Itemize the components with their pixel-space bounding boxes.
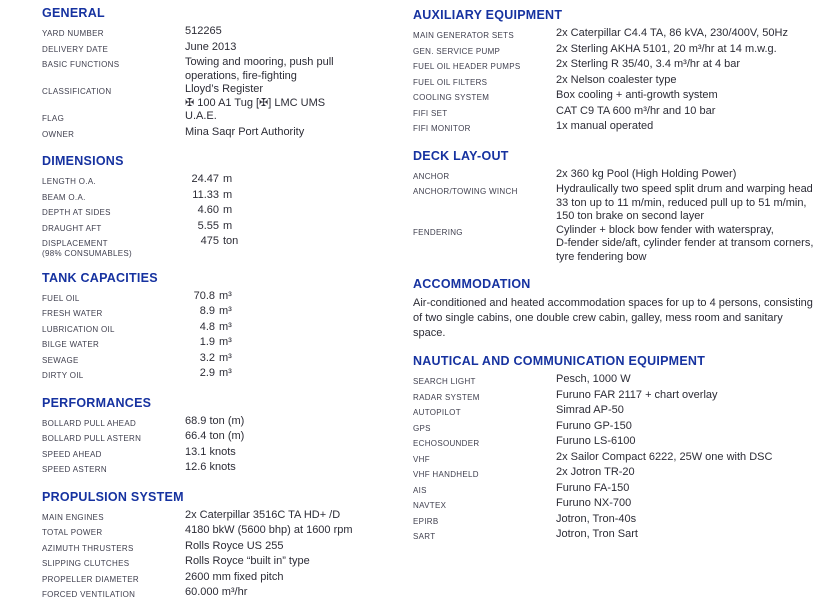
value-unit: m: [223, 173, 233, 185]
spec-label-block: [413, 74, 556, 90]
spec-value-line: [185, 290, 408, 304]
spec-row: [42, 571, 408, 587]
value-unit: m³: [219, 367, 232, 379]
spec-value: [185, 25, 408, 39]
spec-row: [413, 43, 829, 59]
section-nautical-and-communication-equipment: [413, 354, 829, 544]
spec-label: BOLLARD PULL AHEAD: [42, 418, 137, 428]
section-tank-capacities: [42, 271, 408, 383]
spec-label-block: [42, 586, 185, 602]
spec-row: [413, 224, 829, 265]
spec-row: [42, 555, 408, 571]
spec-row: [42, 56, 408, 83]
spec-value-line: Towing and mooring, push pull: [185, 56, 334, 68]
spec-value: [185, 56, 408, 83]
spec-label: SEWAGE: [42, 355, 79, 365]
spec-value: [185, 189, 408, 203]
spec-value-line: 2x Nelson coalester type: [556, 73, 677, 86]
spec-value: [185, 461, 408, 475]
right-column: [413, 8, 829, 557]
spec-label-block: [42, 56, 185, 72]
value-unit: m³: [219, 305, 232, 317]
spec-row: [413, 74, 829, 90]
spec-label-block: [42, 430, 185, 446]
spec-value: [185, 586, 408, 600]
spec-row: [42, 524, 408, 540]
spec-label: SPEED ASTERN: [42, 465, 107, 474]
spec-value: [556, 89, 829, 103]
spec-label-block: [413, 27, 556, 43]
spec-value: [185, 430, 408, 444]
section-title: NAUTICAL AND COMMUNICATION EQUIPMENT: [413, 354, 706, 368]
spec-row: [42, 290, 408, 306]
spec-value-line: ✠ 100 A1 Tug [✠] LMC UMS: [185, 96, 326, 109]
spec-value: [556, 482, 829, 496]
spec-label-block: [413, 466, 556, 482]
spec-label-block: [413, 105, 556, 121]
spec-value-line: Rolls Royce US 255: [185, 539, 284, 552]
spec-row: [413, 105, 829, 121]
value-number: 70.8: [193, 289, 215, 302]
spec-label: AUTOPILOT: [413, 408, 461, 417]
spec-label: PROPELLER DIAMETER: [42, 574, 139, 584]
spec-label-block: [42, 189, 185, 205]
spec-label-block: [42, 509, 185, 525]
spec-label: LENGTH O.A.: [42, 177, 96, 186]
spec-label: OWNER: [42, 129, 75, 139]
spec-row: [42, 204, 408, 220]
spec-label-block: [413, 528, 556, 544]
spec-value-line: 4180 bkW (5600 bhp) at 1600 rpm: [185, 524, 353, 536]
spec-row: [413, 58, 829, 74]
spec-value-line: tyre fendering bow: [556, 250, 647, 263]
spec-value: [185, 540, 408, 554]
section-title: GENERAL: [42, 6, 105, 20]
spec-value-line: [185, 173, 408, 187]
spec-label-block: [413, 451, 556, 467]
spec-label-block: [413, 435, 556, 451]
spec-label-block: [42, 41, 185, 57]
spec-row: [42, 430, 408, 446]
spec-row: [42, 321, 408, 337]
value-unit: m³: [219, 336, 232, 348]
spec-value: [185, 126, 408, 140]
spec-value-line: Jotron, Tron-40s: [556, 512, 637, 525]
spec-label: BOLLARD PULL ASTERN: [42, 434, 142, 443]
spec-value-line: Box cooling + anti-growth system: [556, 89, 718, 101]
spec-value: [556, 224, 829, 265]
spec-label-block: [42, 555, 185, 571]
spec-row: [413, 420, 829, 436]
spec-row: [42, 110, 408, 126]
spec-value: [556, 513, 829, 527]
spec-label: FIFI SET: [413, 108, 448, 118]
spec-value: [556, 497, 829, 511]
spec-label: MAIN ENGINES: [42, 512, 104, 522]
spec-value-line: Lloyd’s Register: [185, 83, 264, 95]
spec-label-block: [413, 58, 556, 74]
spec-row: [413, 404, 829, 420]
spec-row: [413, 466, 829, 482]
section-title: TANK CAPACITIES: [42, 270, 158, 285]
spec-value-line: U.A.E.: [185, 110, 217, 122]
spec-value-line: Furuno FAR 2117 + chart overlay: [556, 388, 718, 401]
spec-value: [556, 58, 829, 72]
spec-label: FUEL OIL HEADER PUMPS: [413, 62, 521, 71]
spec-row: [42, 220, 408, 236]
spec-value: [185, 321, 408, 335]
spec-label-block: [413, 120, 556, 136]
spec-value-line: 33 ton up to 11 m/min, reduced pull up to 51 m/min,: [556, 196, 807, 209]
spec-label: AZIMUTH THRUSTERS: [42, 543, 134, 553]
spec-value-line: [185, 336, 408, 350]
spec-value-line: 1x manual operated: [556, 120, 654, 132]
spec-label-block: [413, 420, 556, 436]
spec-value: [556, 183, 829, 224]
spec-label-block: [42, 352, 185, 368]
spec-label: LUBRICATION OIL: [42, 324, 115, 334]
spec-row: [42, 586, 408, 602]
spec-label-block: [42, 367, 185, 383]
spec-value: [556, 451, 829, 465]
spec-row: [42, 367, 408, 383]
spec-row: [413, 183, 829, 224]
spec-row: [42, 189, 408, 205]
spec-value: [185, 83, 408, 110]
spec-value-line: 512265: [185, 25, 222, 37]
spec-row: [413, 497, 829, 513]
spec-label-block: [42, 321, 185, 337]
spec-value-line: Mina Saqr Port Authority: [185, 125, 305, 138]
spec-label: FUEL OIL FILTERS: [413, 77, 488, 87]
spec-value-line: 66.4 ton (m): [185, 430, 245, 442]
spec-sublabel: (98% CONSUMABLES): [42, 248, 133, 258]
spec-value-line: [185, 189, 408, 203]
spec-label-block: [42, 336, 185, 352]
spec-value: [556, 466, 829, 480]
spec-label-block: [413, 43, 556, 59]
spec-row: [42, 352, 408, 368]
spec-label: COOLING SYSTEM: [413, 93, 490, 102]
spec-value: [185, 220, 408, 234]
section-general: [42, 6, 408, 141]
spec-label-block: [42, 290, 185, 306]
spec-row: [42, 235, 408, 258]
spec-row: [42, 509, 408, 525]
spec-label: GEN. SERVICE PUMP: [413, 46, 501, 56]
spec-value-line: 13.1 knots: [185, 445, 236, 458]
value-unit: m³: [219, 289, 232, 302]
spec-row: [42, 83, 408, 110]
value-number: 8.9: [199, 305, 215, 317]
spec-row: [413, 373, 829, 389]
spec-label: VHF HANDHELD: [413, 470, 479, 479]
value-number: 11.33: [192, 188, 219, 201]
spec-label-block: [42, 173, 185, 189]
spec-label-block: [42, 126, 185, 142]
spec-label: MAIN GENERATOR SETS: [413, 31, 514, 40]
spec-label: DIRTY OIL: [42, 371, 84, 380]
value-number: 4.60: [197, 204, 219, 216]
value-number: 2.9: [199, 367, 215, 379]
spec-label: DELIVERY DATE: [42, 44, 109, 54]
spec-value: [556, 528, 829, 542]
section-performances: [42, 396, 408, 477]
spec-label-block: [413, 183, 556, 199]
spec-label-block: [42, 571, 185, 587]
spec-label: CLASSIFICATION: [42, 87, 112, 96]
value-number: 3.2: [199, 351, 215, 364]
spec-label-block: [413, 224, 556, 240]
spec-row: [42, 41, 408, 57]
spec-label: ANCHOR/TOWING WINCH: [413, 187, 518, 196]
spec-label: EPIRB: [413, 516, 439, 526]
section-paragraph: Air-conditioned and heated accommodation spaces for up to 4 persons, consisting of two single cabins, one double crew cabin, galley, mess room and sanitary space.: [413, 297, 813, 339]
value-unit: m: [223, 188, 233, 201]
spec-value-line: Pesch, 1000 W: [556, 373, 631, 385]
spec-label: ANCHOR: [413, 171, 450, 181]
value-unit: m³: [219, 320, 232, 333]
section-title: PERFORMANCES: [42, 395, 152, 410]
spec-value-line: [185, 204, 408, 218]
spec-row: [413, 27, 829, 43]
spec-value-line: CAT C9 TA 600 m³/hr and 10 bar: [556, 104, 716, 117]
spec-value: [556, 43, 829, 57]
spec-value: [185, 204, 408, 218]
spec-value-line: 2x Caterpillar 3516C TA HD+ /D: [185, 508, 341, 521]
spec-row: [413, 120, 829, 136]
spec-value-line: Furuno LS-6100: [556, 435, 636, 447]
spec-value-line: Furuno NX-700: [556, 497, 632, 509]
spec-value: [556, 168, 829, 182]
spec-value-line: 2x Caterpillar C4.4 TA, 86 kVA, 230/400V, 50Hz: [556, 27, 788, 39]
section-accommodation: [413, 277, 829, 341]
spec-value: [556, 105, 829, 119]
spec-value-line: [185, 352, 408, 366]
spec-row: [413, 528, 829, 544]
spec-value-line: operations, fire-fighting: [185, 69, 297, 82]
spec-label: DEPTH AT SIDES: [42, 208, 111, 217]
value-unit: m: [223, 204, 233, 216]
spec-value: [185, 415, 408, 429]
spec-row: [42, 25, 408, 41]
spec-row: [42, 461, 408, 477]
spec-label-block: [413, 404, 556, 420]
spec-label-block: [42, 446, 185, 462]
spec-label-block: [413, 89, 556, 105]
spec-value: [185, 524, 408, 538]
spec-row: [413, 168, 829, 184]
spec-label: DRAUGHT AFT: [42, 223, 102, 233]
spec-label-block: [42, 235, 185, 258]
spec-label: NAVTEX: [413, 501, 447, 510]
section-auxiliary-equipment: [413, 8, 829, 136]
spec-value: [185, 110, 408, 124]
spec-label-block: [42, 415, 185, 431]
section-propulsion-system: [42, 490, 408, 602]
spec-value-line: Furuno GP-150: [556, 419, 632, 432]
spec-value: [185, 336, 408, 350]
spec-value-line: [185, 305, 408, 319]
spec-value-line: 2x Sterling R 35/40, 3.4 m³/hr at 4 bar: [556, 58, 741, 70]
spec-row: [42, 540, 408, 556]
value-number: 24.47: [191, 173, 219, 185]
spec-value: [185, 571, 408, 585]
spec-value: [556, 373, 829, 387]
spec-value-line: 68.9 ton (m): [185, 414, 245, 427]
spec-value: [556, 74, 829, 88]
spec-label: FLAG: [42, 114, 65, 123]
spec-label: BILGE WATER: [42, 340, 100, 349]
section-dimensions: [42, 154, 408, 258]
spec-value-line: 2600 mm fixed pitch: [185, 570, 284, 583]
spec-row: [413, 89, 829, 105]
section-title: ACCOMMODATION: [413, 277, 531, 291]
spec-row: [413, 451, 829, 467]
spec-row: [42, 415, 408, 431]
spec-value-line: Furuno FA-150: [556, 481, 630, 494]
spec-label: SLIPPING CLUTCHES: [42, 559, 130, 568]
spec-value: [185, 509, 408, 523]
spec-row: [42, 446, 408, 462]
spec-value-line: [185, 220, 408, 234]
spec-label: AIS: [413, 485, 427, 495]
spec-label: SPEED AHEAD: [42, 449, 102, 459]
spec-row: [413, 389, 829, 405]
spec-value-line: 150 ton brake on second layer: [556, 210, 704, 222]
spec-row: [42, 336, 408, 352]
spec-label: SART: [413, 532, 436, 541]
spec-value: [185, 41, 408, 55]
spec-label: FRESH WATER: [42, 309, 103, 318]
spec-label: SEARCH LIGHT: [413, 377, 476, 386]
spec-value-line: 2x 360 kg Pool (High Holding Power): [556, 167, 737, 180]
spec-label: RADAR SYSTEM: [413, 392, 480, 402]
spec-label: TOTAL POWER: [42, 528, 103, 537]
spec-label: BASIC FUNCTIONS: [42, 60, 120, 69]
spec-label: FENDERING: [413, 227, 463, 237]
spec-label-block: [42, 110, 185, 126]
spec-label: YARD NUMBER: [42, 29, 104, 38]
spec-label-block: [413, 373, 556, 389]
spec-value: [556, 27, 829, 41]
section-deck-lay-out: [413, 149, 829, 265]
spec-value: [185, 446, 408, 460]
spec-label-block: [42, 540, 185, 556]
spec-value-line: [185, 367, 408, 381]
spec-value-line: Jotron, Tron Sart: [556, 528, 638, 540]
value-unit: m³: [219, 351, 232, 364]
spec-value-line: Rolls Royce “built in” type: [185, 555, 310, 567]
spec-value: [556, 404, 829, 418]
spec-value: [556, 420, 829, 434]
spec-value: [185, 290, 408, 304]
spec-value-line: 12.6 knots: [185, 461, 236, 473]
spec-label: FUEL OIL: [42, 293, 80, 303]
value-unit: m: [223, 219, 233, 232]
spec-label-block: [42, 220, 185, 236]
value-number: 475: [200, 235, 219, 247]
spec-label-block: [42, 524, 185, 540]
spec-value: [185, 235, 408, 249]
spec-label-block: [42, 461, 185, 477]
spec-label: FIFI MONITOR: [413, 124, 471, 133]
spec-value: [185, 305, 408, 319]
section-title: AUXILIARY EQUIPMENT: [413, 8, 563, 22]
spec-value-line: [185, 321, 408, 335]
spec-value-line: 60.000 m³/hr: [185, 586, 248, 598]
spec-label-block: [413, 482, 556, 498]
spec-label: FORCED VENTILATION: [42, 590, 136, 599]
value-number: 1.9: [199, 336, 215, 348]
section-title: DIMENSIONS: [42, 154, 124, 168]
spec-value-line: 2x Sailor Compact 6222, 25W one with DSC: [556, 450, 773, 463]
spec-label: BEAM O.A.: [42, 192, 86, 202]
spec-label-block: [42, 83, 185, 99]
left-column: [42, 6, 408, 615]
spec-value: [185, 367, 408, 381]
spec-value: [185, 352, 408, 366]
spec-row: [413, 513, 829, 529]
spec-label-block: [413, 389, 556, 405]
spec-row: [413, 435, 829, 451]
spec-value-line: Cylinder + block bow fender with waterspray,: [556, 223, 774, 236]
spec-value-line: Hydraulically two speed split drum and warping head: [556, 183, 813, 195]
section-title: PROPULSION SYSTEM: [42, 489, 184, 504]
spec-label-block: [42, 25, 185, 41]
spec-value-line: D-fender side/aft, cylinder fender at transom corners,: [556, 237, 814, 249]
spec-value-line: Simrad AP-50: [556, 404, 624, 416]
spec-label-block: [42, 204, 185, 220]
spec-row: [42, 173, 408, 189]
spec-label: ECHOSOUNDER: [413, 439, 480, 448]
spec-value: [556, 435, 829, 449]
section-title: DECK LAY-OUT: [413, 148, 509, 163]
spec-row: [413, 482, 829, 498]
spec-label-block: [413, 497, 556, 513]
spec-label: VHF: [413, 454, 430, 464]
spec-value: [185, 173, 408, 187]
spec-label: DISPLACEMENT: [42, 239, 108, 248]
spec-label: GPS: [413, 423, 431, 433]
spec-value-line: 2x Jotron TR-20: [556, 466, 635, 478]
spec-value-line: June 2013: [185, 40, 237, 53]
spec-label-block: [42, 305, 185, 321]
spec-row: [42, 305, 408, 321]
spec-value-line: [185, 235, 408, 249]
spec-value: [556, 389, 829, 403]
value-number: 4.8: [199, 320, 215, 333]
spec-row: [42, 126, 408, 142]
spec-value: [556, 120, 829, 134]
spec-label-block: [413, 513, 556, 529]
spec-label-block: [413, 168, 556, 184]
value-number: 5.55: [197, 219, 219, 232]
value-unit: ton: [223, 235, 239, 247]
spec-value-line: 2x Sterling AKHA 5101, 20 m³/hr at 14 m.w.g.: [556, 42, 777, 55]
